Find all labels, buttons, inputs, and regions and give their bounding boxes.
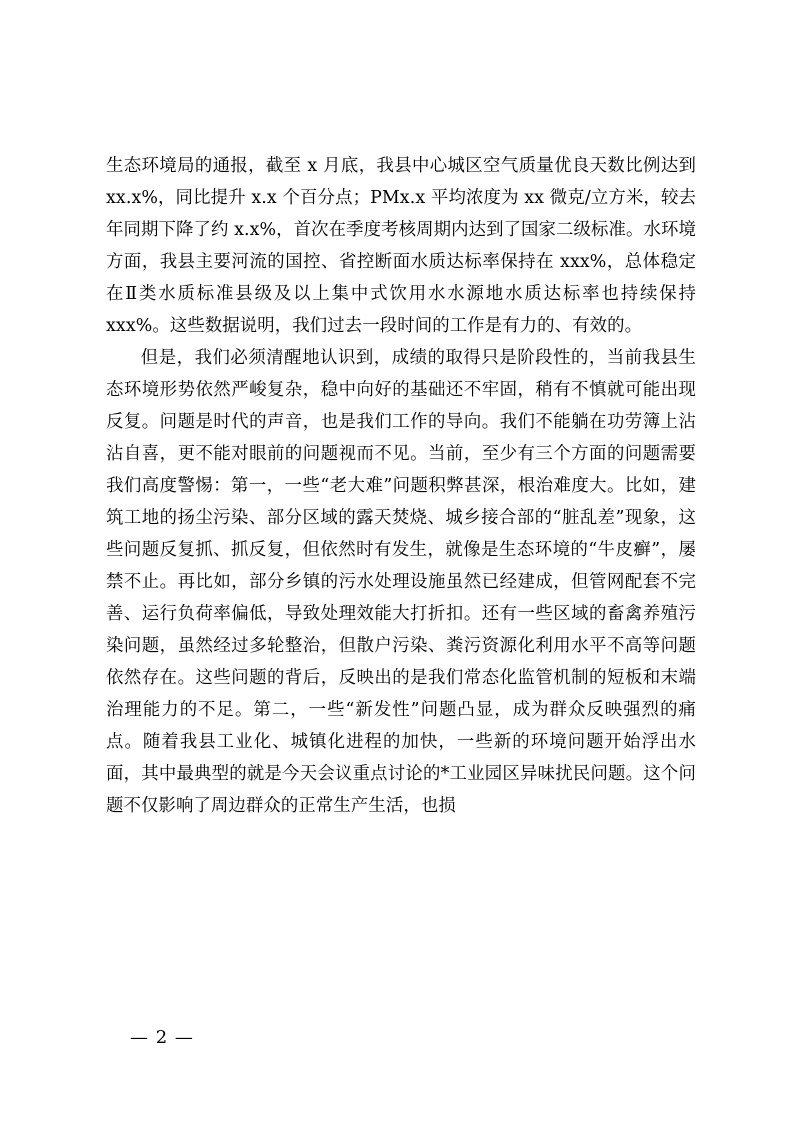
body-text [106,150,696,822]
paragraph-2: 但是，我们必须清醒地认识到，成绩的取得只是阶段性的，当前我县生态环境形势依然严峻复杂，稳中向好的基础还不牢固，稍有不慎就可能出现反复。问题是时代的声音，也是我们工作的导向。我们不能躺在功劳簿上沾沾自喜，更不能对眼前的问题视而不见。当前，至少有三个方面的问题需要我们高度警惕：第一，一些“老大难”问题积弊甚深，根治难度大。比如，建筑工地的扬尘污染、部分区域的露天焚烧、城乡接合部的“脏乱差”现象，这些问题反复抓、抓反复，但依然时有发生，就像是生态环境的“牛皮癣”，屡禁不止。再比如，部分乡镇的污水处理设施虽然已经建成，但管网配套不完善、运行负荷率偏低，导致处理效能大打折扣。还有一些区域的畜禽养殖污染问题，虽然经过多轮整治，但散户污染、粪污资源化利用水平不高等问题依然存在。这些问题的背后，反映出的是我们常态化监管机制的短板和末端治理能力的不足。第二，一些“新发性”问题凸显，成为群众反映强烈的痛点。随着我县工业化、城镇化进程的加快，一些新的环境问题开始浮出水面，其中最典型的就是今天会议重点讨论的*工业园区异味扰民问题。这个问题不仅影响了周边群众的正常生产生活，也损 [106,348,696,816]
page-number: — 2 — [130,1027,194,1048]
paragraph-1: 生态环境局的通报，截至 x 月底，我县中心城区空气质量优良天数比例达到 xx.x%，同比提升 x.x 个百分点；PMx.x 平均浓度为 xx 微克/立方米，较去年同期下降了约 x.x%，首次在季度考核周期内达到了国家二级标准。水环境方面，我县主要河流的国控、省控断面水质达标率保持在 xxx%，总体稳定在Ⅱ类水质标准县级及以上集中式饮用水水源地水质达标率也持续保持 xxx%。这些数据说明，我们过去一段时间的工作是有力的、有效的。 [106,156,696,336]
